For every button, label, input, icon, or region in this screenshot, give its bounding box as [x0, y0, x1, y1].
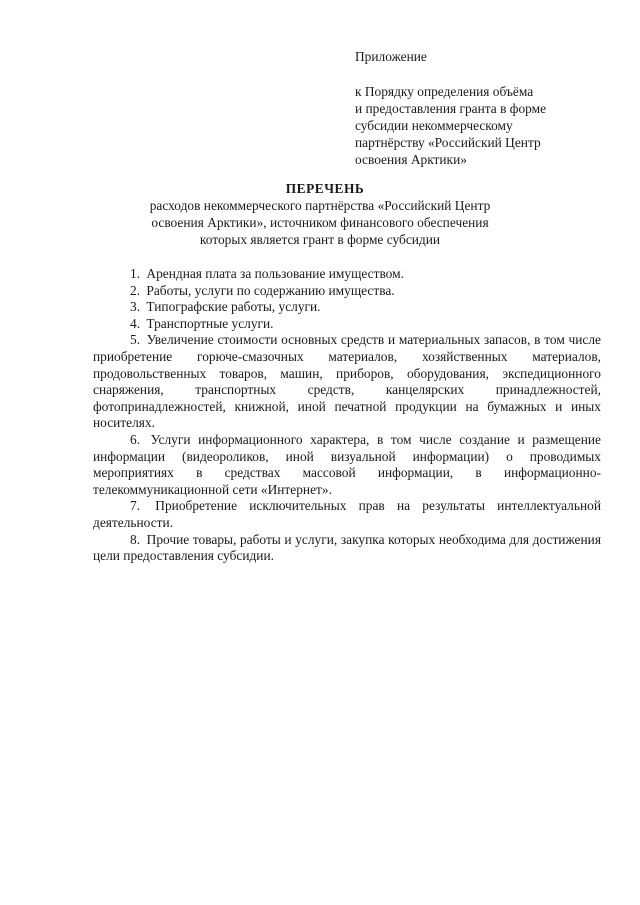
list-item-number: 5.	[130, 332, 141, 348]
list-item	[93, 299, 601, 316]
list-item-number: 6.	[130, 431, 141, 447]
list-item	[93, 332, 601, 432]
list-item	[93, 432, 601, 498]
list-item-text: Арендная плата за пользование имуществом.	[146, 266, 404, 281]
appendix-line: к Порядку определения объёма	[355, 84, 534, 99]
list-item-text: Транспортные услуги.	[146, 315, 274, 331]
list-item-text: Типографские работы, услуги.	[146, 299, 321, 315]
list-item-number: 2.	[130, 282, 141, 298]
list-item	[93, 266, 601, 283]
list-item-text: Услуги информационного характера, в том числе создание и размещение информации (видеороликов, иной визуальной информации) о проводимых мероприятиях в средствах массовой информации, в информационно-телекоммуникационной сети «Интернет».	[93, 431, 601, 497]
list-item-number: 8.	[130, 531, 141, 547]
list-item-text: Прочие товары, работы и услуги, закупка которых необходима для достижения цели предоставления субсидии.	[93, 531, 601, 564]
list-item-text: Работы, услуги по содержанию имущества.	[146, 282, 395, 298]
list-item-text: Приобретение исключительных прав на результаты интеллектуальной деятельности.	[93, 498, 601, 530]
list-item-text: Увеличение стоимости основных средств и материальных запасов, в том числе приобретение горюче-смазочных материалов, хозяйственных материалов, продовольственных товаров, машин, приборов, оборудования, экспедиционного снаряжения, транспортных средств, канцелярских принадлежностей, фотопринадлежностей, книжной, иной печатной продукции на бумажных и иных носителях.	[93, 332, 601, 431]
list-item	[93, 498, 601, 531]
expense-list	[93, 266, 601, 565]
list-item-number: 4.	[130, 315, 141, 331]
document-subtitle-line: которых является грант в форме субсидии	[199, 232, 441, 247]
list-item-number: 1.	[130, 266, 141, 281]
list-item-number: 3.	[130, 299, 141, 315]
appendix-line: партнёрству «Российский Центр	[355, 135, 541, 150]
document-subtitle-line: расходов некоммерческого партнёрства «Российский Центр	[149, 198, 491, 213]
list-item	[93, 283, 601, 300]
appendix-label: Приложение	[355, 49, 427, 64]
heading-block	[40, 180, 600, 248]
appendix-block	[355, 48, 615, 168]
appendix-line: субсидии некоммерческому	[355, 118, 513, 133]
list-item	[93, 316, 601, 333]
document-title: ПЕРЕЧЕНЬ	[285, 181, 365, 196]
list-item	[93, 532, 601, 565]
document-subtitle-line: освоения Арктики», источником финансового обеспечения	[151, 215, 489, 230]
list-item-number: 7.	[130, 498, 141, 514]
appendix-line: и предоставления гранта в форме	[355, 101, 547, 116]
appendix-line: освоения Арктики»	[355, 152, 467, 167]
